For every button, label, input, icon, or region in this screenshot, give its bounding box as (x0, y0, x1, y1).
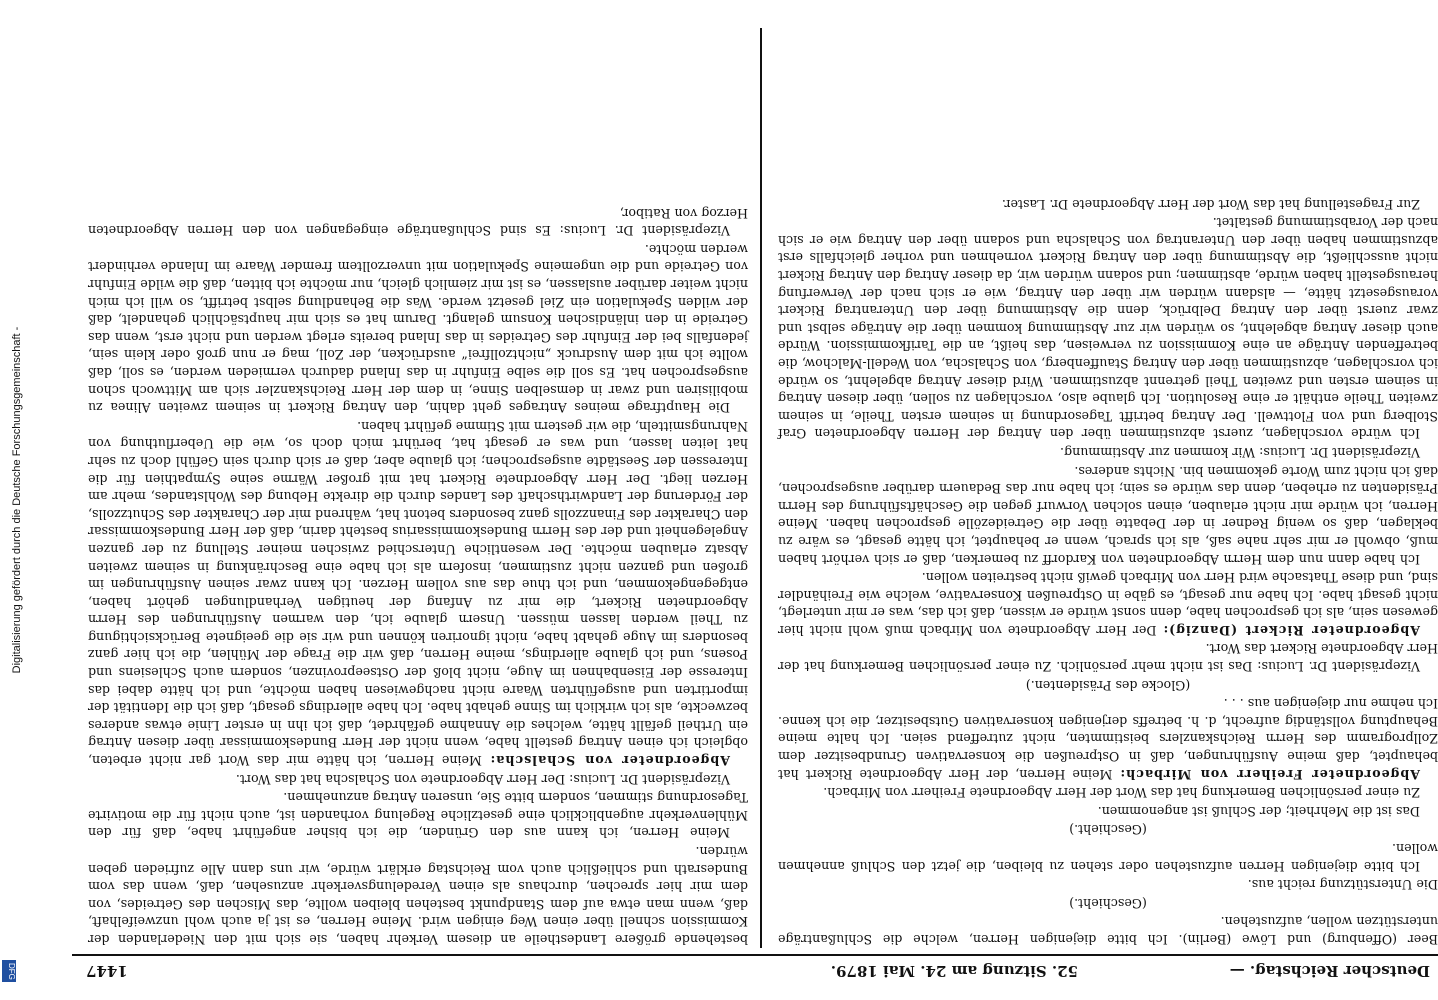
page-number: 1447 (86, 962, 128, 980)
paragraph (778, 784, 1438, 802)
paragraph-text: Beer (Offenburg) und Löwe (Berlin). Ich bitte diejenigen Herren, welche die Schlußanträge unterstützen wollen, aufzustehen. (778, 914, 1438, 947)
paragraph (778, 821, 1438, 839)
paragraph-text: (Glocke des Präsidenten.) (1025, 677, 1191, 693)
paragraph (778, 443, 1438, 461)
footer-credit: Digitalisierung gefördert durch die Deutsche Forschungsgemeinschaft - (11, 326, 23, 674)
speaker-name: Abgeordneter Rickert (Danzig): (1162, 622, 1420, 638)
paragraph (778, 195, 1438, 213)
paragraph-text: Das ist die Mehrheit; der Schluß ist angenommen. (1097, 803, 1420, 819)
digitization-footer (0, 0, 23, 1000)
speaker-name: Abgeordneter Freiherr von Mirbach: (1119, 766, 1420, 782)
paragraph-text: Meine Herren, der Herr Abgeordnete Rickert hat behauptet, daß meine Ausführungen, daß in Ostpreußen die konservativen Grundbesitzer dem Zollprogramm des Herrn Reichskanzlers beistimmten, nicht zutreffend seien. Ich halte meine Behauptung vollständig aufrecht, d. h. betreffs derjenigen konservativen Gutsbesitzer, die ich kenne. Ich nehme nur diejenigen aus . . . (778, 696, 1438, 782)
paragraph-text: Ich würde vorschlagen, zuerst abzustimmen über den Antrag der Herren Abgeordneten Graf Stolberg und von Flottwell. Der Antrag betrifft Tagesordnung in seinem ersten Theile, in seinem zweiten Theile enthält er eine Resolution. Ich glaube also, vorschlagen zu sollen, über diesen Antrag in seinem ersten und zweiten Theil getrennt abzustimmen. Wird dieser Antrag abgelehnt, so würde ich vorschlagen, abzustimmen über den Antrag Stauffenberg, von Schalscha, von Wedell-Malchow, die betreffenden Anträge an eine Kommission zu verweisen, das heißt, an die Tarifkommission. Würde auch dieser Antrag abgelehnt, so würden wir zur Abstimmung kommen über die Anträge selbst und zwar zuerst über den Antrag Delbrück, denn die Abstimmung über den Unterantrag Rickert vorausgesetzt hätte, — alsdann würden wir über den Antrag, wie er sich nach der Verwerfung herausgestellt haben würde, abstimmen; und sodann würden wir, da dieser Antrag den Antrag Rickert nicht ausschließt, die Abstimmung über den Antrag Rickert vornehmen und vorher gleichfalls erst abzustimmen haben über den Unterantrag von Schalscha und sodann über den Antrag wie er sich nach der Vorabstimmung gestaltet. (778, 215, 1438, 442)
paragraph (778, 462, 1438, 568)
paragraph-text: bestehende größere Landestheile an diesem Verkehr haben, sie sich mit den Niederlanden der Kommission schnell über einen Weg einigen wird. Meine Herren, es ist ja auch wohl unzweifelhaft, daß, wenn man etwa auf dem Standpunkt bestehen bleiben wollte, das Mischen des Getreides, von dem mir hier sprechen, durchaus als einen Veredelungsverkehr anzusehen, daß, wenn das vom Bundesrath und schließlich auch vom Reichstag erklärt würde, wir uns dann Alle zufrieden geben würden. (88, 844, 748, 947)
paragraph (88, 417, 748, 769)
paragraph-text: Vizepräsident Dr. Lucius: Wir kommen zur Abstimmung. (1060, 444, 1420, 460)
header-title: Deutscher Reichstag. — (1229, 962, 1430, 980)
paragraph-text: Vizepräsident Dr. Lucius: Der Herr Abgeordnete von Schalscha hat das Wort. (235, 771, 730, 787)
speaker-name: Abgeordneter von Schalscha: (489, 753, 730, 769)
column-divider (760, 28, 762, 948)
header-session: 52. Sitzung am 24. Mai 1879. (830, 962, 1078, 980)
paragraph (88, 240, 748, 416)
paragraph (88, 789, 748, 842)
paragraph (778, 640, 1438, 675)
page-header (72, 960, 1438, 982)
paragraph-text: Vizepräsident Dr. Lucius: Es sind Schlußanträge eingegangen von den Herren Abgeordneten Herzog von Ratibor, (88, 205, 748, 239)
paragraph-text: Vizepräsident Dr. Lucius: Das ist nicht mehr persönlich. Zu einer persönlichen Bemerkung hat der Herr Abgeordnete Rickert das Wort. (778, 641, 1438, 675)
paragraph-text: (Geschieht.) (1069, 895, 1147, 911)
text-column-right (88, 28, 748, 948)
paragraph (778, 802, 1438, 820)
paragraph-text: Meine Herren, ich hätte mir das Wort gar nicht erbeten, obgleich ich einen Antrag gestellt habe, wenn nicht der Herr Bundeskommissar über diesen Antrag ein Urtheil gefällt hätte, welches die Annahme gefährdet, daß ich ihn in erster Linie etwas anderes bezweckte, als ich wirklich im Sinne gehabt habe. Ich habe allerdings gesagt, daß ich die Identität der importirten und ausgeführten Waare nicht nachgewiesen haben möchte, und ich hätte dabei das Interesse der Eisenbahnen im Auge, nicht bloß der Ostseeprovinzen, sondern auch Schlesiens und Posens, und ich glaube allerdings, meine Herren, daß wir die Frage der Mühlen, die ich hier ganz besonders im Auge gehabt habe, nicht ignoriren können und wir sie die geeignete Berücksichtigung zu Theil werden lassen müssen. Unsern glaube ich, den warmen Ausführungen des Herrn Abgeordneten Rickert, die mir zu Anfang der heutigen Verhandlungen gehört haben, entgegengekommen, und ich thue das aus vollem Herzen. Ich kann zwar seinen Ausführungen im großen und ganzen nicht zustimmen, insofern als ich habe eine Beschränkung in seinem zweiten Absatz erlauben möchte. Der wesentliche Unterschied zwischen meiner Stellung zu der ganzen Angelegenheit und der des Herrn Bundeskommissarius besteht darin, daß der Herr Bundeskommissar den Charakter des Finanzzolls ganz besonders betont hat, während mir der Charakter des Schutzzolls, der Förderung der Landwirthschaft des Landes durch die direkte Hebung des Wohlstandes, mehr am Herzen liegt. Der Herr Abgeordnete Rickert hat mit großer Wärme seine Sympathien für die Interessen der Seestädte ausgesprochen; ich glaube aber, daß er sich durch sein Gefühl doch zu sehr hat leiten lassen, und was er gesagt hat, berührt mich doch so, wie die Ueberfluthung von Nahrungsmitteln, die wir gestern mit Stimme geführt haben. (88, 418, 748, 769)
paragraph-text: Die Unterstützung reicht aus. (1247, 877, 1438, 893)
paragraph-text: (Geschieht.) (1069, 822, 1147, 838)
paragraph (778, 569, 1438, 639)
paragraph (778, 676, 1438, 694)
paragraph (778, 695, 1438, 783)
paragraph-text: Ich bitte diejenigen Herren aufzustehen oder stehen zu bleiben, die jetzt den Schluß annehmen wollen. (778, 841, 1438, 874)
dfg-logo: DFG (2, 960, 16, 982)
paragraph-text: Meine Herren, ich kann aus den Gründen, die ich bisher angeführt habe, daß für den Mühlenverkehr augenblicklich eine gesetzliche Regelung vorhanden ist, auch nicht für die motivirte Tagesordnung stimmen, sondern bitte Sie, unseren Antrag anzunehmen. (88, 790, 748, 841)
header-rule (72, 954, 1438, 956)
paragraph-text: Ich habe dann nun dem Herrn Abgeordneten von Kardorff zu bemerken, daß er sich verhört haben muß, obwohl er mir sehr nahe saß, als ich sprach, wenn er behauptet, ich hätte gesagt, es wäre zu beklagen, daß so wenig Redner in der Debatte über die Getreidezölle gesprochen haben. Meine Herren, ich würde mir nicht erlauben, einen solchen Vorwurf gegen die Geschäftsführung des Herrn Präsidenten zu erheben, denn das würde es sein; ich habe nur das Bedauern darüber ausgesprochen, daß ich nicht zum Worte gekommen bin. Nichts anderes. (778, 463, 1438, 567)
paragraph (88, 204, 748, 239)
paragraph (778, 839, 1438, 874)
paragraph (778, 876, 1438, 894)
paragraph-text: Zur Fragestellung hat das Wort der Herr Abgeordnete Dr. Laster. (1001, 196, 1420, 212)
paragraph (778, 214, 1438, 443)
paragraph (88, 770, 748, 788)
paragraph-text: Die Hauptfrage meines Antrages geht dahin, den Antrag Rickert in seinem zweiten Alinea zu mobilisiren und zwar in demselben Sinne, in dem der Herr Reichskanzler sich am Mittwoch schon ausgesprochen hat. Es soll die selbe Einfuhr in das Inland dadurch vermieden werden, es soll, daß wollte ich mit dem Ausdruck „nichtzollfrei“ ausdrücken, der Zoll, mag er nun groß oder klein sein, jedenfalls bei der Einfuhr des Getreides in das Inland bereits erlegt werden und nicht erst, wenn das Getreide in den inländischen Konsum gelangt. Darum hat es sich mir hauptsächlich gehandelt, daß der wilden Spekulation ein Ziel gesetzt werde. Was die Behandlung selbst betrifft, so will ich mich nicht weiter darüber auslassen, es ist mir ziemlich gleich, nur möchte ich bitten, daß die wilde Einfuhr von Getreide und die ungemeine Spekulation mit unverzolltem fremder Waare im Inlande verhindert werden möchte. (88, 241, 748, 416)
text-column-left (778, 28, 1438, 948)
scanned-page (72, 22, 1438, 982)
paragraph (88, 842, 748, 948)
paragraph (778, 894, 1438, 912)
paragraph (778, 913, 1438, 948)
paragraph-text: Der Herr Abgeordnete von Mirbach muß wohl nicht hier gewesen sein, als ich gesprochen habe, denn sonst würde er wissen, daß ich das, was er mir unterlegt, nicht gesagt habe. Ich habe nur gesagt, es gäbe in Ostpreußen Konservative, welche wie Freihändler sind, und diese Thatsache wird Herr von Mirbach gewiß nicht bestreiten wollen. (778, 570, 1438, 638)
paragraph-text: Zu einer persönlichen Bemerkung hat das Wort der Herr Abgeordnete Freiherr von Mirbach. (823, 785, 1420, 801)
